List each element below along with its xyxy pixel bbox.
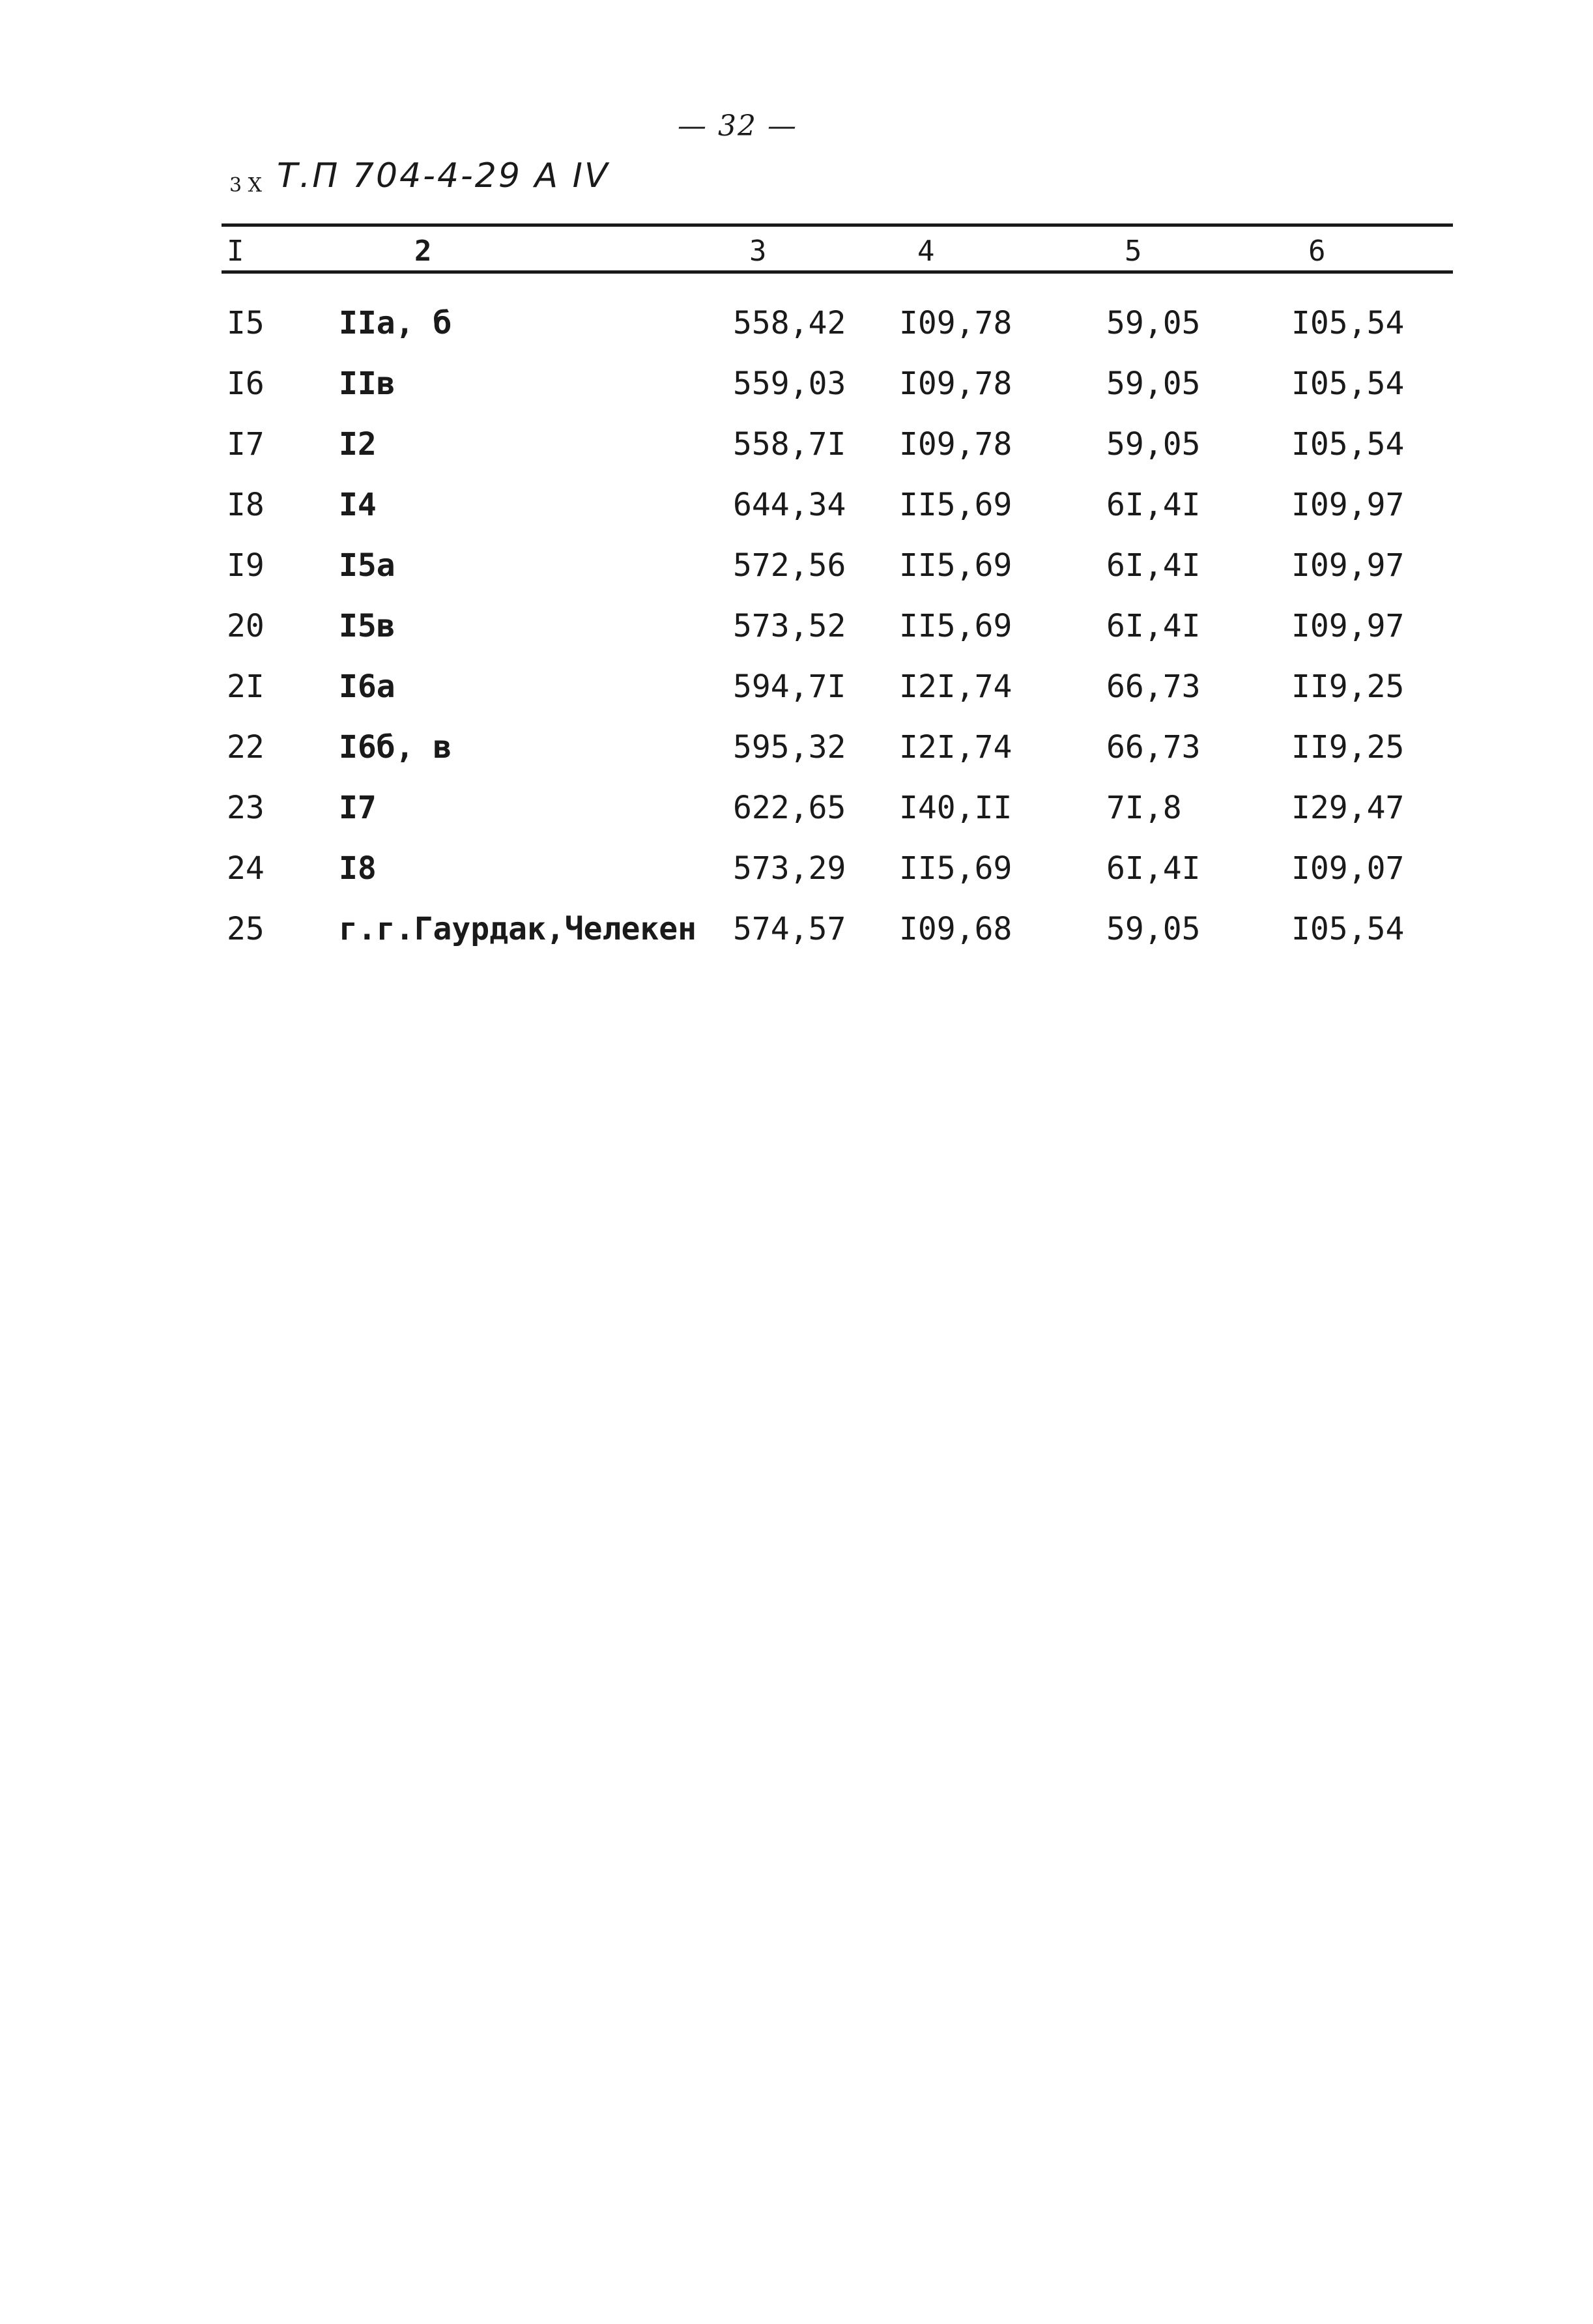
- item-name: I8: [339, 850, 377, 887]
- row-number: 22: [227, 729, 265, 766]
- table-body: [222, 303, 1453, 969]
- table-row: [222, 727, 1453, 788]
- value-col-3: 573,29: [733, 850, 846, 887]
- value-col-3: 644,34: [733, 487, 846, 523]
- row-number: I8: [227, 487, 265, 523]
- table-header-row: [222, 231, 1453, 272]
- value-col-3: 558,42: [733, 305, 846, 341]
- item-name: I5а: [339, 547, 395, 584]
- value-col-3: 622,65: [733, 790, 846, 826]
- value-col-4: I09,78: [899, 366, 1012, 402]
- value-col-4: II5,69: [899, 487, 1012, 523]
- value-col-5: 66,73: [1106, 729, 1201, 766]
- row-number: I7: [227, 426, 265, 463]
- item-name: I6б, в: [339, 729, 452, 766]
- corner-mark: 3 Х: [229, 174, 262, 197]
- table-row: [222, 364, 1453, 424]
- item-name: I6а: [339, 668, 395, 705]
- value-col-4: I2I,74: [899, 668, 1012, 705]
- table-row: [222, 545, 1453, 606]
- item-name: I5в: [339, 608, 395, 644]
- value-col-5: 66,73: [1106, 668, 1201, 705]
- item-name: IIв: [339, 366, 395, 402]
- table-row: [222, 909, 1453, 969]
- item-name: I7: [339, 790, 377, 826]
- value-col-5: 59,05: [1106, 426, 1201, 463]
- row-number: I5: [227, 305, 265, 341]
- value-col-6: I05,54: [1291, 911, 1405, 947]
- value-col-3: 594,7I: [733, 668, 846, 705]
- value-col-4: I2I,74: [899, 729, 1012, 766]
- value-col-3: 559,03: [733, 366, 846, 402]
- value-col-5: 59,05: [1106, 911, 1201, 947]
- value-col-6: I09,07: [1291, 850, 1405, 887]
- column-header-4: 4: [917, 235, 935, 268]
- value-col-6: I05,54: [1291, 426, 1405, 463]
- item-name: I4: [339, 487, 377, 523]
- table-row: [222, 424, 1453, 485]
- row-number: 23: [227, 790, 265, 826]
- value-col-5: 6I,4I: [1106, 608, 1201, 644]
- column-header-5: 5: [1125, 235, 1142, 268]
- value-col-3: 574,57: [733, 911, 846, 947]
- value-col-6: II9,25: [1291, 729, 1405, 766]
- column-header-2: 2: [414, 235, 432, 268]
- table-top-rule: [222, 223, 1453, 227]
- page-number: — 32 —: [678, 109, 797, 143]
- value-col-4: I09,68: [899, 911, 1012, 947]
- table-row: [222, 667, 1453, 727]
- column-header-6: 6: [1308, 235, 1326, 268]
- table-row: [222, 606, 1453, 667]
- value-col-5: 59,05: [1106, 305, 1201, 341]
- value-col-6: I09,97: [1291, 487, 1405, 523]
- data-table: [222, 231, 1453, 947]
- column-header-3: 3: [749, 235, 767, 268]
- row-number: 24: [227, 850, 265, 887]
- value-col-5: 7I,8: [1106, 790, 1182, 826]
- value-col-6: I29,47: [1291, 790, 1405, 826]
- value-col-6: II9,25: [1291, 668, 1405, 705]
- value-col-6: I09,97: [1291, 608, 1405, 644]
- value-col-6: I05,54: [1291, 305, 1405, 341]
- value-col-3: 558,7I: [733, 426, 846, 463]
- value-col-4: II5,69: [899, 850, 1012, 887]
- value-col-4: II5,69: [899, 608, 1012, 644]
- item-name: I2: [339, 426, 377, 463]
- item-name: г.г.Гаурдак,Челекен: [339, 911, 697, 947]
- value-col-3: 572,56: [733, 547, 846, 584]
- row-number: 2I: [227, 668, 265, 705]
- value-col-4: I40,II: [899, 790, 1012, 826]
- value-col-6: I09,97: [1291, 547, 1405, 584]
- value-col-4: I09,78: [899, 426, 1012, 463]
- value-col-4: I09,78: [899, 305, 1012, 341]
- value-col-3: 595,32: [733, 729, 846, 766]
- item-name: IIа, б: [339, 305, 452, 341]
- value-col-5: 6I,4I: [1106, 850, 1201, 887]
- row-number: 25: [227, 911, 265, 947]
- table-row: [222, 848, 1453, 909]
- table-row: [222, 303, 1453, 364]
- table-row: [222, 788, 1453, 848]
- value-col-6: I05,54: [1291, 366, 1405, 402]
- row-number: I9: [227, 547, 265, 584]
- row-number: 20: [227, 608, 265, 644]
- value-col-5: 6I,4I: [1106, 487, 1201, 523]
- value-col-5: 59,05: [1106, 366, 1201, 402]
- document-code: Т.П 704-4-29 А IV: [277, 156, 610, 195]
- column-header-1: I: [227, 235, 244, 268]
- table-row: [222, 485, 1453, 545]
- value-col-3: 573,52: [733, 608, 846, 644]
- value-col-4: II5,69: [899, 547, 1012, 584]
- row-number: I6: [227, 366, 265, 402]
- value-col-5: 6I,4I: [1106, 547, 1201, 584]
